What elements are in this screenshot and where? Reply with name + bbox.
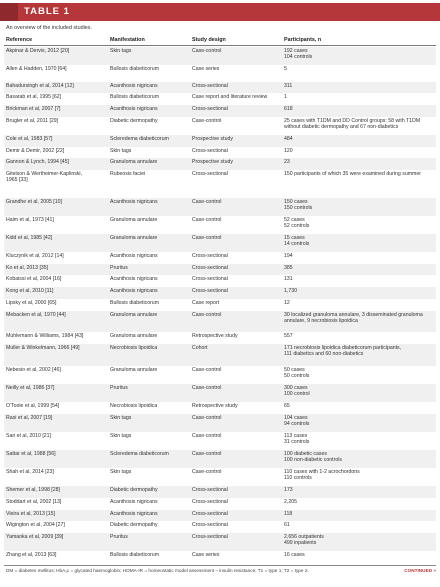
- table-row: [4, 344, 436, 366]
- cell-participants: 25 cases with T1DM and DD Control groups: 58 with T1DM without diabetic dermopathy and 67 non-diabetics: [284, 117, 421, 130]
- footer-rule: [4, 565, 436, 566]
- cell-study-design: Case-control: [192, 451, 222, 457]
- cell-reference: Brickman et al, 2007 [7]: [6, 106, 61, 112]
- cell-participants: 15 cases 14 controls: [284, 234, 310, 247]
- cell-manifestation: Bullosis diabeticorum: [110, 299, 160, 306]
- header-reference: Reference: [6, 37, 33, 43]
- table-row: [4, 275, 436, 287]
- cell-participants: 385: [284, 264, 293, 271]
- cell-reference: Allen & Hadden, 1970 [64]: [6, 66, 67, 73]
- header-participants: Participants, n: [284, 37, 322, 43]
- cell-reference: Nebesio et al, 2002 [46]: [6, 366, 61, 373]
- cell-participants: 1,730: [284, 288, 297, 295]
- cell-participants: 23: [284, 159, 290, 166]
- cell-study-design: Cross-sectional: [192, 264, 228, 271]
- cell-manifestation: Rubeosis faciei: [110, 171, 146, 177]
- table-row: [4, 533, 436, 551]
- cell-manifestation: Pruritus: [110, 264, 128, 271]
- cell-study-design: Case report and literature review: [192, 94, 268, 101]
- cell-reference: Basarab et al, 1995 [62]: [6, 94, 62, 101]
- cell-manifestation: Acanthosis nigricans: [110, 198, 158, 205]
- cell-manifestation: Acanthosis nigricans: [110, 499, 158, 505]
- cell-participants: 118: [284, 510, 293, 517]
- cell-manifestation: Necrobiosis lipoidica: [110, 402, 158, 409]
- table-row: [4, 147, 436, 159]
- header-study-design: Study design: [192, 37, 226, 43]
- cell-reference: Demir & Demir, 2002 [22]: [6, 147, 65, 154]
- cell-reference: Bahadursingh et al, 2014 [12]: [6, 82, 74, 89]
- cell-participants: 113 cases 31 controls: [284, 432, 310, 445]
- cell-study-design: Case-control: [192, 414, 222, 421]
- cell-reference: Muller & Winkelmann, 1966 [49]: [6, 344, 80, 351]
- cell-participants: 557: [284, 333, 293, 340]
- table-row: [4, 521, 436, 533]
- table-title: TABLE 1: [24, 6, 70, 17]
- cell-manifestation: Diabetic dermopathy: [110, 522, 158, 529]
- cell-manifestation: Bullosis diabeticorum: [110, 552, 160, 559]
- table-row: [4, 117, 436, 135]
- cell-participants: 1: [284, 94, 287, 101]
- cell-participants: 194: [284, 253, 293, 259]
- cell-participants: 311: [284, 82, 293, 89]
- cell-study-design: Case-control: [192, 117, 222, 124]
- cell-reference: Rasi et al, 2007 [19]: [6, 414, 53, 421]
- cell-manifestation: Acanthosis nigricans: [110, 82, 158, 89]
- table-row: [4, 486, 436, 498]
- cell-participants: 173: [284, 487, 293, 494]
- cell-reference: Kluczynik et al, 2012 [14]: [6, 253, 64, 259]
- table-row: [4, 252, 436, 264]
- cell-manifestation: Acanthosis nigricans: [110, 510, 158, 517]
- table-row: [4, 498, 436, 510]
- cell-study-design: Case report: [192, 299, 220, 306]
- table-row: [4, 450, 436, 468]
- cell-study-design: Case-control: [192, 384, 222, 391]
- cell-manifestation: Skin tags: [110, 48, 132, 54]
- cell-reference: Brugler et al, 2011 [29]: [6, 117, 59, 124]
- cell-manifestation: Bullosis diabeticorum: [110, 66, 160, 73]
- cell-study-design: Case-control: [192, 216, 222, 223]
- cell-manifestation: Scleredema diabeticorum: [110, 135, 169, 142]
- cell-reference: Ko et al, 2013 [35]: [6, 264, 49, 271]
- table-row: [4, 93, 436, 105]
- cell-study-design: Prospective study: [192, 159, 233, 166]
- table-row: [4, 366, 436, 384]
- cell-reference: Shemer et al, 1998 [28]: [6, 487, 60, 494]
- cell-manifestation: Skin tags: [110, 414, 132, 421]
- table-row: [4, 170, 436, 198]
- cell-participants: 300 cases 100 control: [284, 384, 310, 397]
- cell-study-design: Retrospective study: [192, 402, 238, 409]
- cell-study-design: Case-control: [192, 311, 222, 318]
- table-row: [4, 65, 436, 81]
- cell-manifestation: Scleredema diabeticorum: [110, 451, 169, 457]
- cell-manifestation: Acanthosis nigricans: [110, 288, 158, 295]
- table-row: [4, 414, 436, 432]
- cell-manifestation: Skin tags: [110, 432, 132, 439]
- cell-participants: 2,656 outpatients 499 inpatients: [284, 534, 324, 547]
- table-row: [4, 234, 436, 252]
- cell-study-design: Case series: [192, 552, 220, 559]
- cell-participants: 131: [284, 276, 293, 283]
- cell-manifestation: Skin tags: [110, 147, 132, 154]
- cell-reference: Wigington et al, 2004 [27]: [6, 522, 65, 529]
- cell-reference: Haim et al, 1973 [41]: [6, 216, 54, 223]
- cell-reference: Gannon & Lynch, 1994 [45]: [6, 159, 69, 166]
- table-row: [4, 510, 436, 522]
- cell-manifestation: Granuloma annulare: [110, 366, 158, 373]
- cell-participants: 484: [284, 135, 293, 142]
- banner-tab-marker: [0, 3, 18, 21]
- cell-manifestation: Diabetic dermopathy: [110, 117, 158, 124]
- cell-manifestation: Acanthosis nigricans: [110, 106, 158, 112]
- cell-manifestation: Granuloma annulare: [110, 234, 158, 241]
- cell-participants: 104 cases 94 controls: [284, 414, 310, 427]
- cell-study-design: Case-control: [192, 432, 222, 439]
- cell-participants: 5: [284, 66, 287, 73]
- table-row: [4, 105, 436, 117]
- cell-study-design: Prospective study: [192, 135, 233, 142]
- cell-reference: Stoddart et al, 2002 [13]: [6, 499, 62, 505]
- cell-study-design: Cross-sectional: [192, 534, 228, 541]
- continued-label: CONTINUED »: [404, 568, 436, 573]
- cell-participants: 150 participants of which 35 were examined during summer: [284, 171, 421, 177]
- table-row: [4, 402, 436, 414]
- table-row: [4, 158, 436, 170]
- cell-reference: Vieira et al, 2013 [15]: [6, 510, 55, 517]
- cell-study-design: Cross-sectional: [192, 499, 228, 505]
- table-row: [4, 82, 436, 94]
- cell-participants: 16 cases: [284, 552, 305, 559]
- table-row: [4, 264, 436, 276]
- cell-reference: O'Toole et al, 1999 [54]: [6, 402, 60, 409]
- cell-manifestation: Pruritus: [110, 534, 128, 541]
- cell-participants: 61: [284, 522, 290, 529]
- table-row: [4, 287, 436, 299]
- cell-study-design: Cross-sectional: [192, 288, 228, 295]
- cell-manifestation: Necrobiosis lipoidica: [110, 344, 158, 351]
- cell-reference: Grandhe et al, 2005 [10]: [6, 198, 62, 205]
- cell-participants: 2,205: [284, 499, 297, 505]
- cell-study-design: Cross-sectional: [192, 147, 228, 154]
- cell-study-design: Case-control: [192, 234, 222, 241]
- cell-study-design: Cross-sectional: [192, 276, 228, 283]
- table-row: [4, 198, 436, 216]
- table-caption: An overview of the included studies.: [6, 25, 93, 31]
- cell-reference: Cole et al, 1983 [57]: [6, 135, 53, 142]
- cell-study-design: Cross-sectional: [192, 82, 228, 89]
- cell-reference: Zhang et al, 2013 [63]: [6, 552, 57, 559]
- cell-manifestation: Acanthosis nigricans: [110, 276, 158, 283]
- table-row: [4, 135, 436, 147]
- cell-study-design: Case-control: [192, 469, 222, 476]
- cell-manifestation: Granuloma annulare: [110, 159, 158, 166]
- table-row: [4, 432, 436, 450]
- cell-manifestation: Acanthosis nigricans: [110, 253, 158, 259]
- cell-participants: 12: [284, 299, 290, 306]
- cell-participants: 110 cases with 1-2 acrochordons 110 controls: [284, 469, 360, 482]
- cell-manifestation: Skin tags: [110, 469, 132, 476]
- cell-participants: 192 cases 104 controls: [284, 48, 313, 61]
- cell-reference: Sari et al, 2010 [21]: [6, 432, 51, 439]
- cell-participants: 618: [284, 106, 293, 112]
- cell-manifestation: Pruritus: [110, 384, 128, 391]
- cell-manifestation: Bullosis diabeticorum: [110, 94, 160, 101]
- cell-reference: Neilly et al, 1986 [37]: [6, 384, 55, 391]
- table-row: [4, 468, 436, 486]
- cell-reference: Gitelson & Wertheimer-Kaplinski, 1965 [33]: [6, 171, 83, 184]
- cell-manifestation: Granuloma annulare: [110, 333, 158, 340]
- cell-manifestation: Granuloma annulare: [110, 216, 158, 223]
- cell-reference: Kidd et al, 1985 [42]: [6, 234, 53, 241]
- cell-participants: 52 cases 52 controls: [284, 216, 310, 229]
- table-row: [4, 47, 436, 65]
- cell-participants: 100 diabetic cases 100 non-diabetic controls: [284, 451, 342, 464]
- cell-reference: Shah et al, 2014 [23]: [6, 469, 54, 476]
- cell-reference: Yamaoka et al, 2009 [39]: [6, 534, 64, 541]
- table-row: [4, 299, 436, 311]
- cell-study-design: Case-control: [192, 366, 222, 373]
- cell-participants: 30 localized granuloma annulare, 3 disseminated granuloma annulare, 9 necrobiosis lipoidica: [284, 311, 423, 324]
- table-footnote: DM = diabetes mellitus; HbA₁c = glycated haemoglobin; HOMA-IR = homeostatic model assessment – insulin resistance; T1 = type 1; T2 = type 2.: [6, 568, 309, 573]
- cell-reference: Kobaissi et al, 2004 [16]: [6, 276, 62, 283]
- cell-participants: 171 necrobiosis lipoidica diabeticorum participants, 111 diabetics and 60 non-diabetics: [284, 344, 402, 358]
- table-row: [4, 384, 436, 402]
- cell-study-design: Case series: [192, 66, 220, 73]
- cell-reference: Muhlemann & Williams, 1984 [43]: [6, 333, 84, 340]
- cell-manifestation: Granuloma annulare: [110, 311, 158, 318]
- cell-study-design: Case-control: [192, 198, 222, 205]
- cell-study-design: Cross-sectional: [192, 522, 228, 529]
- cell-reference: Mebacken et al, 1970 [44]: [6, 311, 66, 318]
- table-row: [4, 332, 436, 344]
- cell-study-design: Case-control: [192, 48, 222, 54]
- cell-study-design: Cross-sectional: [192, 106, 228, 112]
- cell-study-design: Cohort: [192, 344, 208, 351]
- table-row: [4, 216, 436, 234]
- header-rule: [4, 45, 436, 46]
- cell-participants: 50 cases 50 controls: [284, 366, 310, 379]
- cell-manifestation: Diabetic dermopathy: [110, 487, 158, 494]
- cell-study-design: Cross-sectional: [192, 487, 228, 494]
- cell-participants: 150 cases 150 controls: [284, 198, 313, 211]
- cell-study-design: Cross-sectional: [192, 171, 228, 177]
- table-row: [4, 551, 436, 563]
- cell-reference: Sattar et al, 1988 [56]: [6, 451, 56, 457]
- cell-reference: Kong et al, 2010 [11]: [6, 288, 54, 295]
- cell-participants: 120: [284, 147, 293, 154]
- table-banner: [0, 3, 440, 21]
- cell-participants: 65: [284, 402, 290, 409]
- cell-study-design: Retrospective study: [192, 333, 238, 340]
- cell-reference: Akpinar & Dervis, 2012 [20]: [6, 48, 70, 54]
- table-row: [4, 311, 436, 333]
- cell-study-design: Cross-sectional: [192, 253, 228, 259]
- cell-reference: Lipsky et al, 2000 [65]: [6, 299, 57, 306]
- header-manifestation: Manifestation: [110, 37, 145, 43]
- cell-study-design: Cross-sectional: [192, 510, 228, 517]
